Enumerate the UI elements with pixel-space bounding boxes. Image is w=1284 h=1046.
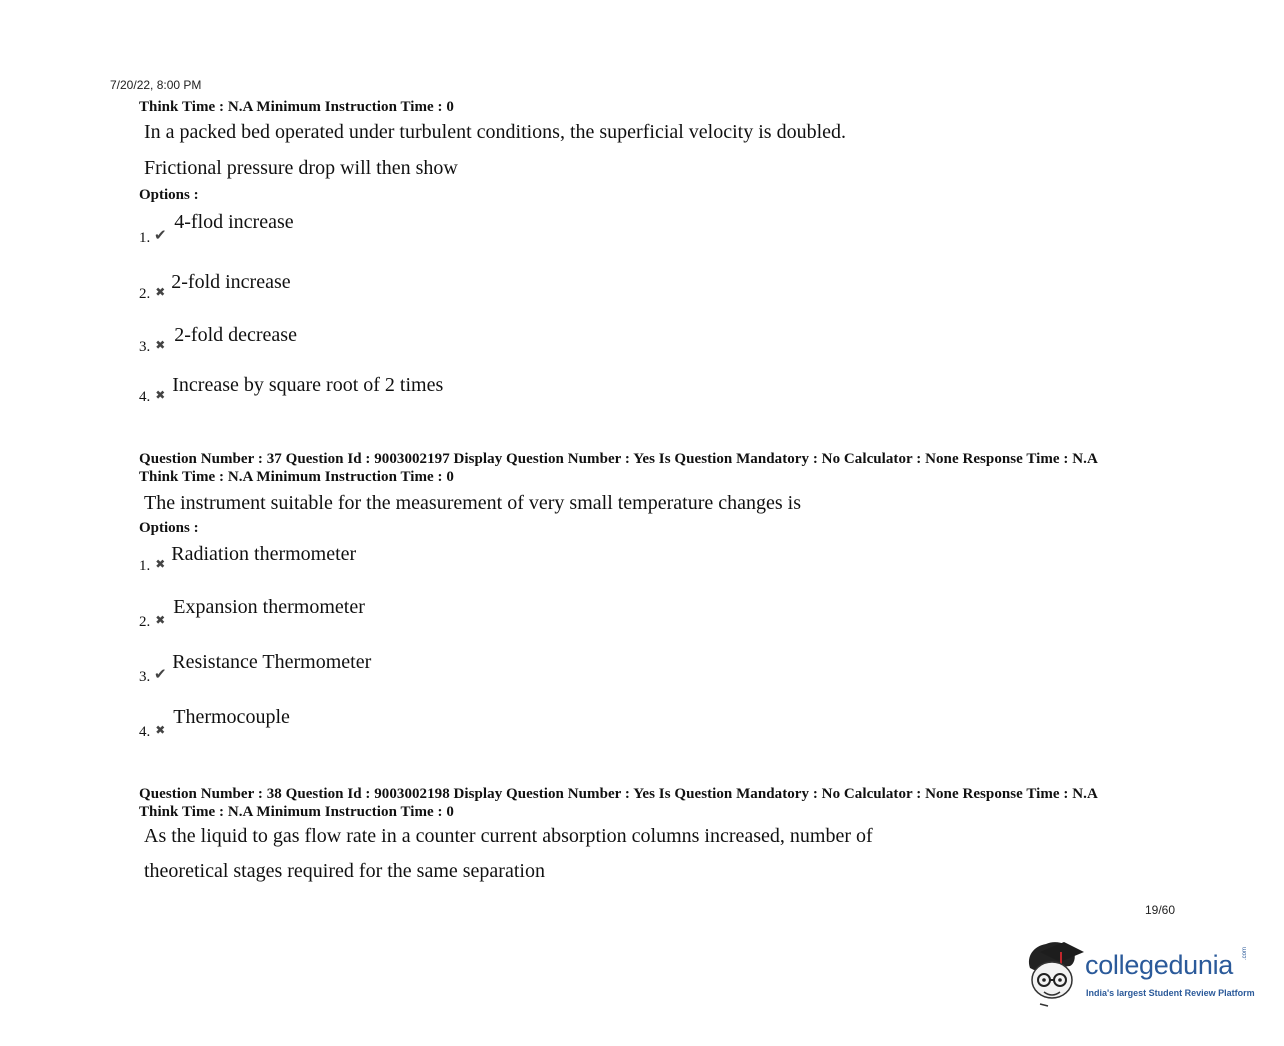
q36-options-label: Options : — [139, 187, 199, 203]
q37-option-4 — [139, 706, 291, 740]
cross-icon: ✖ — [155, 557, 166, 571]
logo-tagline: India's largest Student Review Platform — [1086, 988, 1255, 998]
option-text: 4-flod increase — [174, 211, 294, 233]
check-icon: ✔ — [153, 228, 167, 244]
q36-option-1 — [139, 211, 294, 246]
q38-think-time: Think Time : N.A Minimum Instruction Time : 0 — [139, 804, 454, 820]
q36-option-2 — [139, 271, 294, 302]
page-number: 19/60 — [1145, 903, 1176, 917]
cross-icon: ✖ — [155, 613, 166, 627]
logo-name: collegedunia — [1085, 950, 1234, 980]
q36-think-time: Think Time : N.A Minimum Instruction Time : 0 — [139, 99, 454, 115]
q37-option-3 — [139, 651, 373, 685]
q38-meta: Question Number : 38 Question Id : 9003002198 Display Question Number : Yes Is Question Mandatory : No Calculator : None Response Time : N.A — [139, 786, 1098, 802]
print-timestamp: 7/20/22, 8:00 PM — [110, 78, 202, 92]
q37-option-2 — [139, 596, 366, 630]
q38-text-line-2: theoretical stages required for the same separation — [144, 860, 545, 882]
option-number: 4. — [139, 724, 151, 740]
q38-text-line-1: As the liquid to gas flow rate in a counter current absorption columns increased, number of — [144, 825, 873, 847]
q37-text-line-1: The instrument suitable for the measurement of very small temperature changes is — [144, 492, 802, 514]
option-number: 4. — [139, 389, 151, 405]
cross-icon: ✖ — [155, 338, 166, 352]
cross-icon: ✖ — [155, 723, 166, 737]
mascot-icon — [1024, 938, 1086, 1010]
q36-option-4 — [139, 374, 445, 405]
option-text: 2-fold increase — [171, 271, 291, 293]
q37-option-1 — [139, 543, 359, 574]
option-text: Increase by square root of 2 times — [172, 374, 444, 396]
option-text: 2-fold decrease — [174, 324, 297, 346]
q37-think-time: Think Time : N.A Minimum Instruction Time : 0 — [139, 469, 454, 485]
option-number: 3. — [139, 339, 151, 355]
option-text: Radiation thermometer — [171, 543, 357, 565]
cross-icon: ✖ — [155, 388, 166, 402]
option-text: Resistance Thermometer — [172, 651, 372, 673]
option-text: Thermocouple — [173, 706, 290, 728]
collegedunia-logo — [1024, 938, 1254, 1010]
q37-options-label: Options : — [139, 520, 199, 536]
option-number: 1. — [139, 558, 151, 574]
q36-text-line-2: Frictional pressure drop will then show — [144, 157, 458, 179]
check-icon: ✔ — [153, 667, 167, 683]
option-number: 1. — [139, 230, 151, 246]
logo-suffix: .com — [1242, 946, 1248, 960]
option-text: Expansion thermometer — [173, 596, 365, 618]
q36-option-3 — [139, 324, 297, 355]
cross-icon: ✖ — [155, 285, 166, 299]
option-number: 2. — [139, 614, 151, 630]
option-number: 3. — [139, 669, 151, 685]
q37-meta: Question Number : 37 Question Id : 9003002197 Display Question Number : Yes Is Question Mandatory : No Calculator : None Response Time : N.A — [139, 451, 1098, 467]
q36-text-line-1: In a packed bed operated under turbulent conditions, the superficial velocity is doubled. — [144, 121, 847, 143]
option-number: 2. — [139, 286, 151, 302]
